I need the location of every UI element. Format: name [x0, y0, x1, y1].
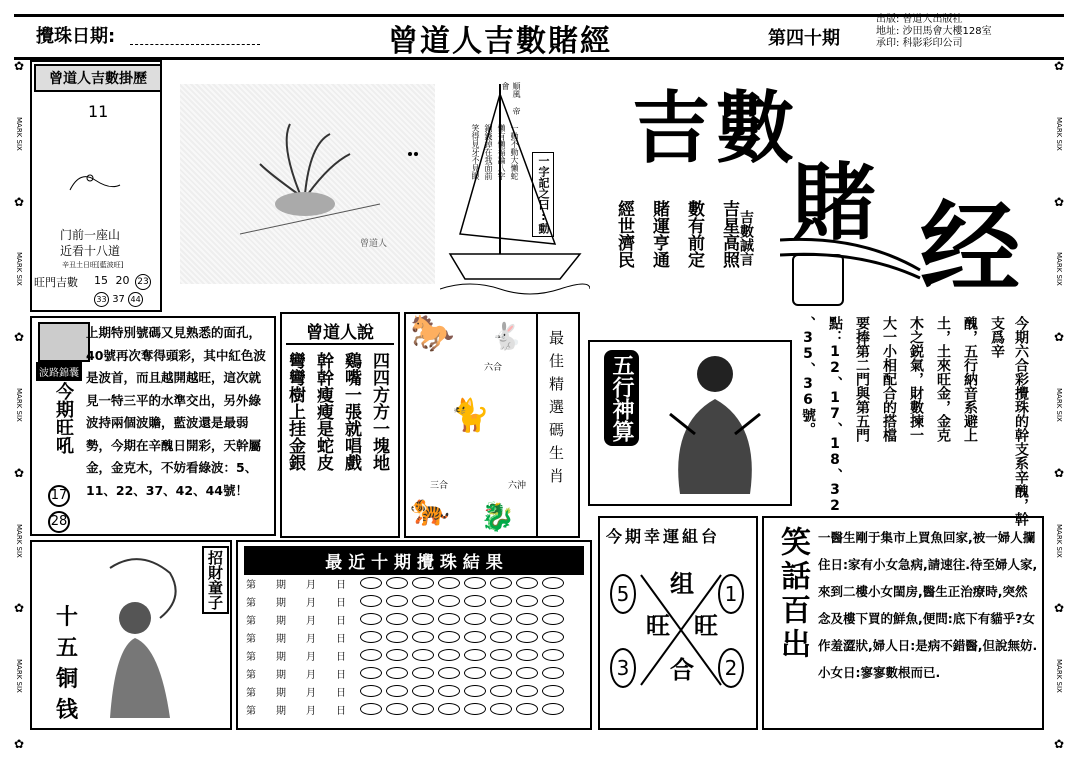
printer: 承印: 科影彩印公司 — [876, 38, 963, 49]
luck-word: 合 — [670, 656, 694, 684]
lucky-numbers-2 — [94, 292, 143, 307]
ball-slot — [386, 685, 408, 697]
mark-six-label: MARK SIX — [1055, 116, 1063, 151]
child-char: 钱 — [56, 698, 79, 723]
draw-date-label: 攪珠日期: — [36, 26, 116, 47]
results-cell: 月 — [306, 705, 316, 717]
results-cell: 期 — [276, 687, 286, 699]
results-cell: 第 — [246, 687, 256, 699]
saying-line: 彎彎樹上挂金銀 — [285, 352, 305, 471]
lucky-label: 旺門吉數 — [34, 276, 78, 289]
ball-slot — [464, 667, 486, 679]
ball-slot — [438, 667, 460, 679]
forecast-col: 木之鋭氣，財數揀一 — [908, 316, 924, 442]
sayings-title: 曾道人說 — [286, 318, 394, 345]
results-cell: 日 — [336, 651, 346, 663]
mark-six-label: MARK SIX — [15, 252, 23, 287]
sail-line: 一動不動大懶蛇 — [510, 124, 519, 180]
results-cell: 期 — [276, 597, 286, 609]
hot-icon — [38, 322, 90, 362]
ball-slot — [516, 685, 538, 697]
lucky-numbers — [94, 274, 151, 290]
ball-slot — [516, 613, 538, 625]
ball-slot — [386, 703, 408, 715]
ball-slot — [438, 631, 460, 643]
tiger-icon: 🐅 — [410, 490, 450, 528]
ball-slot — [386, 631, 408, 643]
forecast-col: 、35、36號。 — [800, 316, 816, 436]
results-cell: 第 — [246, 669, 256, 681]
ball-slot — [542, 685, 564, 697]
ball-slot — [516, 649, 538, 661]
ball-slot — [542, 631, 564, 643]
flower-icon: ✿ — [13, 465, 25, 480]
results-cell: 期 — [276, 615, 286, 627]
hot-text: 上期特別號碼又見熟悉的面孔，40號再次奪得頭彩，其中紅色波是波首，而且越開越旺，這次就見一特三平的水準交出，另外綠波持兩個波贍，藍波還是最弱勢，今期在辛醜日開彩，天幹屬金，金克木，不妨看綠波：5、11、22、37、42、44號！ — [86, 325, 266, 498]
ball-slot — [360, 667, 382, 679]
ball-slot — [464, 577, 486, 589]
lucky-number: 33 — [94, 292, 109, 307]
dragon-icon: 🐉 — [480, 500, 515, 533]
hot-num — [48, 510, 70, 533]
ball-slot — [412, 685, 434, 697]
calendar-day: 11 — [88, 102, 109, 121]
cat-icon: 🐈 — [450, 396, 490, 434]
results-cell: 日 — [336, 597, 346, 609]
ball-slot — [412, 595, 434, 607]
results-row — [246, 628, 586, 646]
zodiac-divider — [536, 312, 538, 538]
results-cell: 期 — [276, 705, 286, 717]
mark-six-label: MARK SIX — [1055, 523, 1063, 558]
ball-slot — [438, 649, 460, 661]
ball-slot — [490, 613, 512, 625]
ball-slot — [412, 631, 434, 643]
ball-slot — [412, 667, 434, 679]
ball-slot — [542, 649, 564, 661]
flower-icon: ✿ — [1053, 194, 1065, 209]
ball-slot — [542, 577, 564, 589]
ball-slot — [542, 613, 564, 625]
calendar-poem-2: 近看十八道 — [60, 244, 121, 258]
calendar-sketch — [60, 160, 130, 200]
brand-poem-col: 經世濟民 — [614, 200, 634, 268]
zodiac-label: 三合 — [430, 481, 449, 491]
god-figure — [650, 344, 780, 500]
ball-slot — [412, 703, 434, 715]
flower-icon: ✿ — [1053, 330, 1065, 345]
lucky-number: 44 — [128, 292, 143, 307]
ball-slot — [412, 577, 434, 589]
ball-slot — [438, 595, 460, 607]
flower-icon: ✿ — [1053, 465, 1065, 480]
results-row — [246, 682, 586, 700]
results-cell: 第 — [246, 705, 256, 717]
mark-six-label: MARK SIX — [1055, 252, 1063, 287]
results-cell: 日 — [336, 669, 346, 681]
mark-six-label: MARK SIX — [15, 659, 23, 694]
ball-slot — [386, 649, 408, 661]
calendar-poem-1: 门前一座山 — [60, 228, 121, 242]
results-cell: 期 — [276, 579, 286, 591]
flower-icon: ✿ — [13, 59, 25, 73]
ball-slot — [490, 667, 512, 679]
forecast-col: 要捧第二門與第五門 — [854, 316, 870, 442]
results-cell: 第 — [246, 615, 256, 627]
results-cell: 日 — [336, 705, 346, 717]
mark-six-label: MARK SIX — [1055, 659, 1063, 694]
brand-poem-col: 吉星高照 — [719, 200, 739, 268]
results-row — [246, 574, 586, 592]
luck-word: 旺 — [646, 612, 670, 640]
mark-six-label: MARK SIX — [1055, 388, 1063, 422]
forecast-col: 醜，五行納音系避上 — [962, 316, 978, 442]
sail-line: 笑得見牙不見眼 — [471, 124, 480, 180]
child-cols — [56, 600, 78, 724]
publisher: 出版: 曾道人出版社 — [876, 14, 963, 25]
ball-slot — [516, 595, 538, 607]
boat-sail-text — [470, 124, 520, 180]
brand-logo — [792, 254, 844, 306]
results-cell: 第 — [246, 579, 256, 591]
hot-label: 今期旺吼 — [53, 382, 74, 454]
lucky-number: 23 — [135, 274, 151, 290]
results-cell: 月 — [306, 651, 316, 663]
ball-slot — [412, 649, 434, 661]
boat-flag: 順風 帝會 — [501, 82, 521, 115]
flower-icon: ✿ — [13, 736, 25, 751]
forecast-text — [796, 316, 1033, 526]
brand-poem — [612, 200, 742, 268]
ball-slot — [490, 631, 512, 643]
zodiac-label: 六合 — [484, 363, 503, 373]
luck-number: 2 — [718, 648, 744, 688]
results-cell: 月 — [306, 615, 316, 627]
ball-slot — [490, 685, 512, 697]
ball-slot — [464, 613, 486, 625]
plant-picture — [180, 84, 435, 284]
saying-line: 幹幹瘦瘦是蛇皮 — [313, 352, 333, 471]
lucky-number: 20 — [115, 274, 130, 287]
joke-title: 笑話百出 — [775, 526, 810, 662]
ball-slot — [464, 703, 486, 715]
ball-slot — [360, 703, 382, 715]
ball-slot — [464, 631, 486, 643]
results-row — [246, 610, 586, 628]
brand-poem-col: 賭運亨通 — [649, 200, 669, 268]
results-cell: 第 — [246, 651, 256, 663]
ball-slot — [360, 613, 382, 625]
ball-slot — [542, 703, 564, 715]
lucky-number: 37 — [112, 294, 125, 305]
publisher-info — [876, 14, 992, 50]
ball-slot — [464, 595, 486, 607]
page-title: 曾道人吉數賭經 — [388, 24, 612, 59]
left-side-strip — [10, 60, 28, 750]
ball-slot — [360, 631, 382, 643]
results-cell: 日 — [336, 615, 346, 627]
results-row — [246, 664, 586, 682]
results-cell: 日 — [336, 579, 346, 591]
ball-slot — [438, 577, 460, 589]
results-cell: 月 — [306, 633, 316, 645]
calendar-note: 辛丑土日旺[藍波旺] — [62, 261, 124, 269]
ball-slot — [516, 703, 538, 715]
flower-icon: ✿ — [1053, 736, 1065, 751]
zodiac-side: 最佳精選碼生肖 — [547, 330, 565, 491]
ball-slot — [438, 685, 460, 697]
brand-big-2: 賭 — [792, 153, 877, 252]
ball-slot — [438, 703, 460, 715]
ball-slot — [360, 685, 382, 697]
results-cell: 日 — [336, 687, 346, 699]
ball-slot — [490, 577, 512, 589]
ball-slot — [516, 577, 538, 589]
results-row — [246, 700, 586, 718]
luck-number: 1 — [718, 574, 744, 614]
child-picture — [90, 548, 190, 724]
results-table — [246, 574, 586, 718]
ball-slot — [490, 595, 512, 607]
results-cell: 期 — [276, 669, 286, 681]
ball-slot — [490, 649, 512, 661]
ball-slot — [360, 595, 382, 607]
boat-side-title: 一字記之曰:動 — [532, 152, 554, 237]
flower-icon: ✿ — [13, 194, 25, 209]
ball-slot — [542, 595, 564, 607]
results-cell: 月 — [306, 579, 316, 591]
ball-slot — [542, 667, 564, 679]
forecast-col: 今期六合彩攪珠的幹支系辛醜，幹支爲辛 — [989, 316, 1029, 526]
plant-signature: 曾道人 — [360, 239, 388, 249]
results-cell: 月 — [306, 597, 316, 609]
results-title: 最 近 十 期 攪 珠 結 果 — [244, 546, 584, 575]
issue-number: 第四十期 — [768, 28, 840, 49]
ball-slot — [360, 649, 382, 661]
flower-icon: ✿ — [1053, 601, 1065, 616]
forecast-col: 大一小相配合的搭檔 — [881, 316, 897, 442]
mark-six-label: MARK SIX — [15, 116, 23, 151]
mark-six-label: MARK SIX — [15, 523, 23, 558]
ball-slot — [386, 613, 408, 625]
joke-text: 一醫生剛于集市上買魚回家,被一婦人攔住日:家有小女急病,請速往.待至婦人家,來到二樓小女閨房,醫生正治療時,突然念及樓下買的鮮魚,便問:底下有貓乎?女作羞澀狀,婦人日:是病不錯醫,但說無妨.小女日:寥寥數根而已. — [818, 530, 1038, 680]
results-row — [246, 646, 586, 664]
results-cell: 第 — [246, 633, 256, 645]
wuxing-title: 五行神算 — [604, 350, 639, 446]
ball-slot — [516, 667, 538, 679]
luck-title: 今期幸運組台 — [606, 527, 721, 546]
luck-number: 3 — [610, 648, 636, 688]
brand-big-1: 吉數 — [632, 83, 801, 174]
luck-word: 旺 — [694, 612, 718, 640]
hot-number: 28 — [48, 511, 70, 533]
lucky-number: 15 — [94, 274, 108, 287]
sayings-cols — [284, 352, 390, 471]
results-row — [246, 592, 586, 610]
saying-line: 鷄嘴一張就唱戲 — [341, 352, 361, 471]
ball-slot — [360, 577, 382, 589]
flower-icon: ✿ — [13, 330, 25, 345]
forecast-col: 點：12、17、18、32 — [827, 316, 843, 514]
ball-slot — [464, 649, 486, 661]
ball-slot — [464, 685, 486, 697]
right-side-strip — [1050, 60, 1068, 750]
results-cell: 第 — [246, 597, 256, 609]
results-cell: 期 — [276, 633, 286, 645]
luck-word: 组 — [670, 570, 694, 598]
calendar-title: 曾道人吉數掛歷 — [34, 64, 162, 92]
hot-tag: 波路錦囊 — [36, 362, 82, 381]
brand-poem-col: 數有前定 — [684, 200, 704, 268]
ball-slot — [490, 703, 512, 715]
mark-six-label: MARK SIX — [15, 388, 23, 422]
ball-slot — [516, 631, 538, 643]
results-cell: 日 — [336, 633, 346, 645]
child-tag: 招財童子 — [202, 546, 229, 614]
results-cell: 月 — [306, 669, 316, 681]
draw-date-field — [130, 26, 260, 45]
ball-slot — [438, 613, 460, 625]
flower-icon: ✿ — [1053, 59, 1065, 73]
brand-motto: 吉數誠言 — [738, 210, 754, 266]
luck-number: 5 — [610, 574, 636, 614]
saying-line: 四四方方一塊地 — [369, 352, 389, 471]
ball-slot — [386, 595, 408, 607]
hot-num — [48, 484, 70, 507]
zodiac-label: 六沖 — [508, 481, 527, 491]
ball-slot — [386, 577, 408, 589]
sail-line: 銅錢掉在我面前 — [484, 124, 493, 180]
forecast-col: 土，土來旺金，金克 — [935, 316, 951, 442]
ball-slot — [386, 667, 408, 679]
rabbit-icon: 🐇 — [490, 322, 523, 352]
child-char: 铜 — [56, 667, 79, 692]
child-char: 十 — [56, 605, 79, 630]
brand-big-3: 经 — [920, 189, 1020, 307]
horse-icon: 🐎 — [410, 313, 455, 354]
flower-icon: ✿ — [13, 601, 25, 616]
hot-number: 17 — [48, 485, 70, 507]
address: 地址: 沙田馬會大樓128室 — [876, 26, 992, 37]
results-cell: 月 — [306, 687, 316, 699]
ball-slot — [412, 613, 434, 625]
sail-line: 懶有懶福論八字 — [497, 124, 506, 180]
child-char: 五 — [56, 636, 79, 661]
results-cell: 期 — [276, 651, 286, 663]
